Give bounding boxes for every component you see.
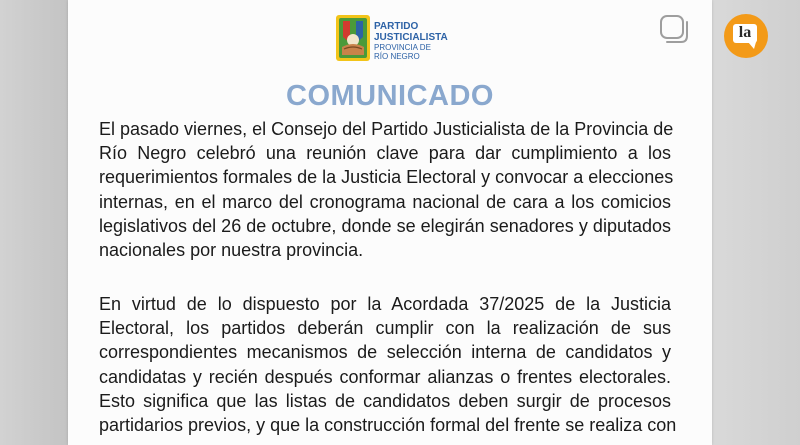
paragraph-line: Esto significa que las listas de candidatos deben surgir de procesos: [99, 390, 671, 411]
paragraph-1: [99, 117, 674, 262]
document-page: [68, 0, 712, 445]
logo-line-3: PROVINCIA DE: [374, 43, 431, 52]
left-backdrop: [0, 0, 68, 445]
logo-line-4: RÍO NEGRO: [374, 52, 420, 61]
right-backdrop: [712, 0, 800, 445]
logo-line-2: JUSTICIALISTA: [374, 32, 448, 43]
badge-text: la: [738, 24, 752, 41]
party-logo: [334, 13, 446, 67]
paragraph-line: partidarios previos, y que la construcción formal del frente se realiza con: [99, 415, 677, 436]
paragraph-line: nacionales por nuestra provincia.: [99, 240, 364, 261]
news-badge-icon[interactable]: [724, 14, 768, 58]
paragraph-line: correspondientes mecanismos de selección interna de candidatos y: [99, 342, 671, 363]
logo-text: [374, 21, 448, 61]
paragraph-line: Río Negro celebró una reunión clave para dar cumplimiento a los: [99, 143, 671, 164]
paragraph-line: legislativos del 26 de octubre, donde se elegirán senadores y diputados: [99, 215, 671, 236]
paragraph-line: Electoral, los partidos deberán cumplir con la realización de sus: [99, 318, 671, 339]
paragraph-line: En virtud de lo dispuesto por la Acordada 37/2025 de la Justicia: [99, 294, 671, 314]
paragraph-line: El pasado viernes, el Consejo del Partido Justicialista de la Provincia de: [99, 119, 674, 139]
paragraph-2: [99, 292, 677, 437]
document-title: COMUNICADO: [286, 80, 494, 112]
badge-bubble-tail: [748, 42, 756, 49]
paragraph-line: internas, en el marco del cronograma nacional de cara a los comicios: [99, 191, 671, 212]
logo-line-1: PARTIDO: [374, 21, 419, 32]
party-emblem-icon: [334, 13, 372, 65]
copy-icon[interactable]: [655, 11, 693, 49]
paragraph-line: candidatas y recién después conformar alianzas o frentes electorales.: [99, 366, 671, 387]
paragraph-line: requerimientos formales de la Justicia Electoral y convocar a elecciones: [99, 167, 674, 188]
